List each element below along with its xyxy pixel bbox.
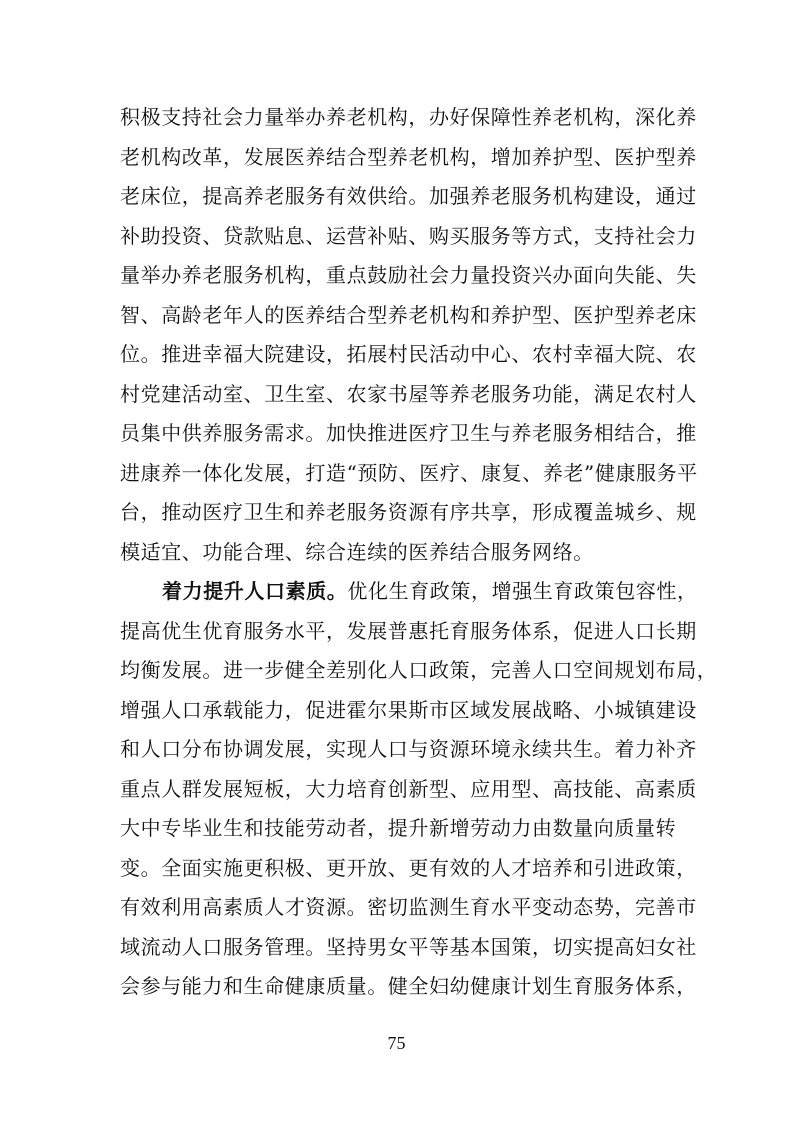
paragraph-population-quality [120,572,718,1007]
text-line: 智、高龄老年人的医养结合型养老机构和养护型、医护型养老床 [120,302,697,327]
text-line: 增强人口承载能力，促进霍尔果斯市区域发展战略、小城镇建设 [120,697,697,722]
text-line: 域流动人口服务管理。坚持男女平等基本国策，切实提高妇女社 [120,934,697,959]
text-line: 量举办养老服务机构，重点鼓励社会力量投资兴办面向失能、失 [120,263,697,287]
text-line: 员集中供养服务需求。加快推进医疗卫生与养老服务相结合，推 [120,421,697,445]
text-line: 模适宜、功能合理、综合连续的医养结合服务网络。 [120,539,594,564]
text-line: 台，推动医疗卫生和养老服务资源有序共享，形成覆盖城乡、规 [120,500,697,524]
paragraph-elderly-care [120,98,698,572]
text-line: 变。全面实施更积极、更开放、更有效的人才培养和引进政策， [120,855,697,880]
paragraph-first-line-text: 优化生育政策，增强生育政策包容性， [347,579,698,603]
text-line: 提高优生优育服务水平，发展普惠托育服务体系，促进人口长期 [120,618,697,643]
paragraph-heading: 着力提升人口素质。 [162,579,348,603]
text-line: 进康养一体化发展，打造“预防、医疗、康复、养老”健康服务平 [120,460,698,485]
text-line: 补助投资、贷款贴息、运营补贴、购买服务等方式，支持社会力 [120,223,697,248]
text-line: 位。推进幸福大院建设，拓展村民活动中心、农村幸福大院、农 [120,342,697,366]
text-line: 均衡发展。进一步健全差别化人口政策，完善人口空间规划布局， [120,658,718,682]
text-line: 会参与能力和生命健康质量。健全妇幼健康计划生育服务体系， [120,974,697,998]
text-line: 大中专毕业生和技能劳动者，提升新增劳动力由数量向质量转 [120,816,677,840]
text-line: 有效利用高素质人才资源。密切监测生育水平变动态势，完善市 [120,895,697,919]
text-line: 老床位，提高养老服务有效供给。加强养老服务机构建设，通过 [120,184,697,208]
text-line: 和人口分布协调发展，实现人口与资源环境永续共生。着力补齐 [120,737,697,761]
text-line: 老机构改革，发展医养结合型养老机构，增加养护型、医护型养 [120,144,697,169]
text-line: 村党建活动室、卫生室、农家书屋等养老服务功能，满足农村人 [120,381,697,406]
paragraph-first-line [120,572,698,612]
text-line: 积极支持社会力量举办养老机构，办好保障性养老机构，深化养 [120,105,697,129]
body-text [120,98,718,1007]
page-number: 75 [387,1033,406,1053]
text-line: 重点人群发展短板，大力培育创新型、应用型、高技能、高素质 [120,776,697,801]
